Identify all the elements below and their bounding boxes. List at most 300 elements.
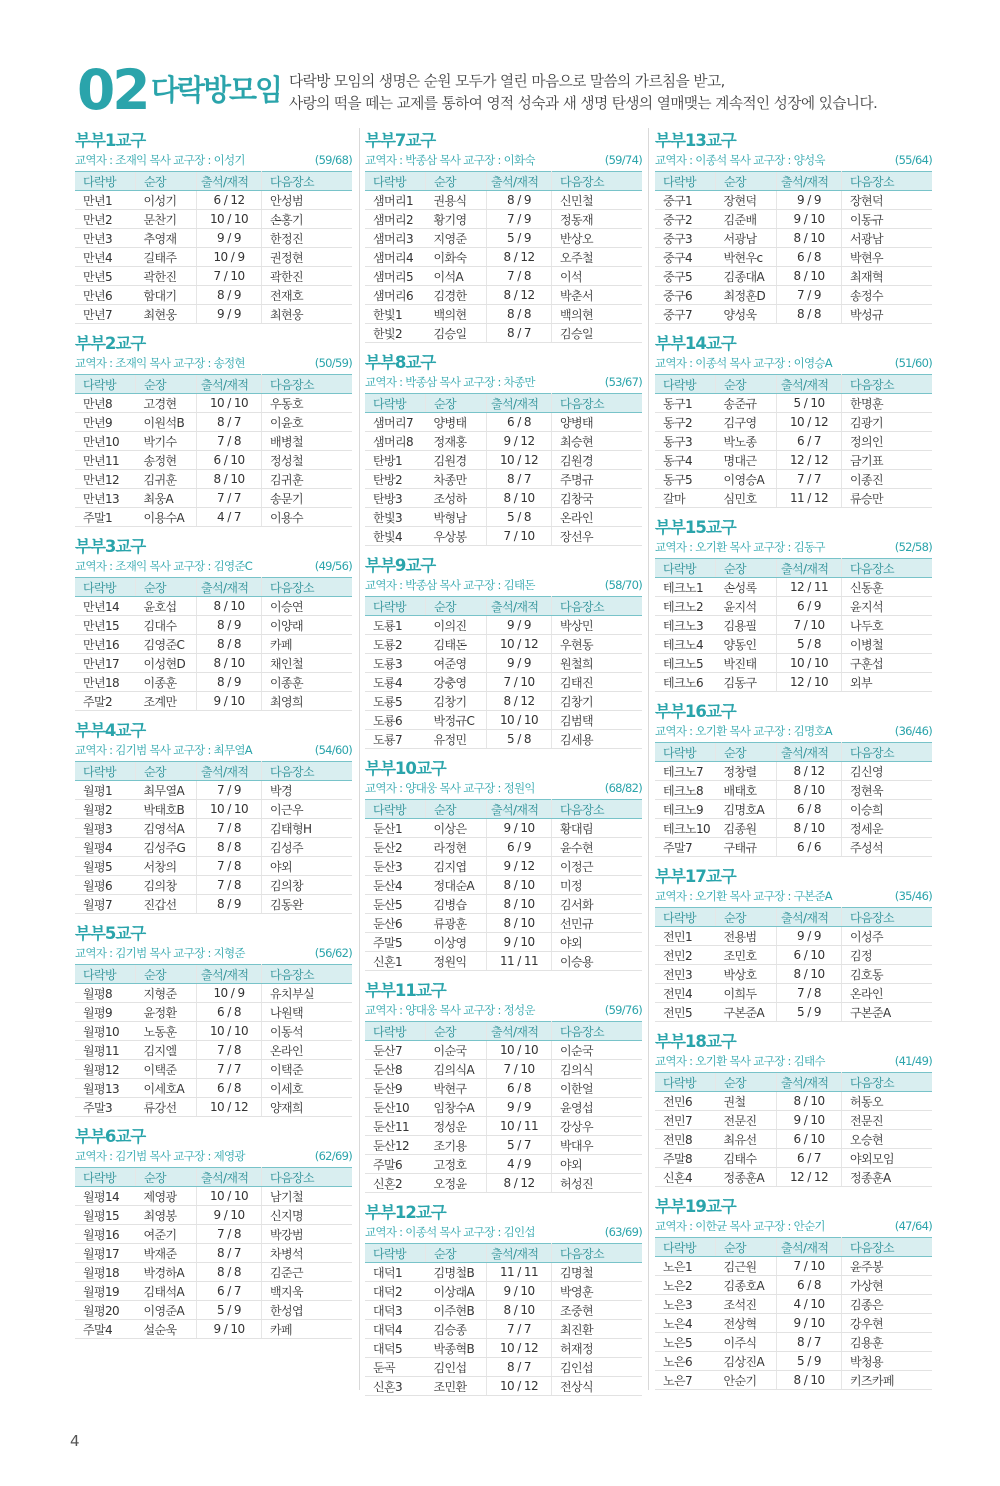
table-cell: 정성철	[262, 451, 353, 470]
table-cell: 김창기	[552, 692, 643, 711]
column-header: 다락방	[655, 743, 716, 762]
table-cell: 만년9	[75, 413, 136, 432]
table-cell: 6 / 9	[487, 838, 552, 857]
column-header: 출석/재적	[777, 908, 842, 927]
table-cell: 이성주	[842, 927, 933, 946]
table-row	[655, 1276, 932, 1295]
table-cell: 김호동	[842, 965, 933, 984]
table-cell: 도룡7	[365, 730, 426, 749]
table-row	[655, 305, 932, 324]
table-cell: 신지명	[262, 1206, 353, 1225]
table-cell: 이원석B	[136, 413, 197, 432]
table-cell: 9 / 9	[197, 305, 262, 324]
group-table	[365, 171, 642, 343]
table-row	[365, 1263, 642, 1282]
table-cell: 윤정환	[136, 1003, 197, 1022]
table-cell: 8 / 10	[197, 470, 262, 489]
table-cell: 김귀훈	[136, 470, 197, 489]
table-cell: 정창렬	[716, 762, 777, 781]
table-cell: 원철희	[552, 654, 643, 673]
group-table	[655, 171, 932, 324]
table-row	[365, 413, 642, 432]
table-cell: 김명철	[552, 1263, 643, 1282]
table-cell: 월평6	[75, 876, 136, 895]
table-cell: 주말6	[365, 1155, 426, 1174]
table-cell: 만년18	[75, 673, 136, 692]
table-header-row	[655, 559, 932, 578]
table-cell: 7 / 10	[487, 1060, 552, 1079]
table-cell: 월평9	[75, 1003, 136, 1022]
table-cell: 정성운	[426, 1117, 487, 1136]
table-cell: 카페	[262, 1320, 353, 1339]
table-cell: 김원경	[426, 451, 487, 470]
column-header: 출석/재적	[777, 172, 842, 191]
table-cell: 구본준A	[842, 1003, 933, 1022]
column-header: 다음장소	[842, 559, 933, 578]
table-row	[365, 616, 642, 635]
table-cell: 송정현	[136, 451, 197, 470]
table-cell: 김구영	[716, 413, 777, 432]
table-cell: 박태호B	[136, 800, 197, 819]
table-row	[75, 838, 352, 857]
table-cell: 윤지석	[842, 597, 933, 616]
parish-section	[75, 334, 352, 527]
column-header: 다락방	[655, 1073, 716, 1092]
column-header: 순장	[136, 375, 197, 394]
table-cell: 황기영	[426, 210, 487, 229]
table-cell: 8 / 9	[197, 895, 262, 914]
table-row	[655, 1314, 932, 1333]
table-row	[75, 229, 352, 248]
parish-staff	[365, 152, 642, 168]
table-cell: 조석진	[716, 1295, 777, 1314]
table-cell: 양재희	[262, 1098, 353, 1117]
description-line: 사랑의 떡을 떼는 교제를 통하여 영적 성숙과 새 생명 탄생의 열매맺는 계속적인 성장에 있습니다.	[289, 95, 878, 112]
table-cell: 백의현	[552, 305, 643, 324]
table-cell: 샘머리8	[365, 432, 426, 451]
table-cell: 테크노6	[655, 673, 716, 692]
table-cell: 이주식	[716, 1333, 777, 1352]
column-header: 다락방	[75, 172, 136, 191]
table-cell: 최정훈D	[716, 286, 777, 305]
table-cell: 한빛3	[365, 508, 426, 527]
table-cell: 이병철	[842, 635, 933, 654]
parish-title: 부부15교구	[655, 518, 736, 537]
column-header: 다락방	[365, 1244, 426, 1263]
table-cell: 전상혁	[716, 1314, 777, 1333]
table-cell: 조성하	[426, 489, 487, 508]
table-cell: 월평1	[75, 781, 136, 800]
table-cell: 김원경	[552, 451, 643, 470]
parish-section	[655, 518, 932, 692]
column-header: 순장	[136, 1168, 197, 1187]
table-cell: 도룡3	[365, 654, 426, 673]
table-row	[75, 1225, 352, 1244]
table-cell: 최승현	[552, 432, 643, 451]
table-cell: 5 / 10	[777, 394, 842, 413]
table-cell: 샘머리5	[365, 267, 426, 286]
table-cell: 6 / 8	[777, 800, 842, 819]
table-row	[365, 210, 642, 229]
table-row	[655, 965, 932, 984]
table-row	[655, 578, 932, 597]
table-row	[365, 1041, 642, 1060]
table-cell: 6 / 8	[777, 1276, 842, 1295]
table-cell: 주말7	[655, 838, 716, 857]
table-cell: 이상래A	[426, 1282, 487, 1301]
table-cell: 11 / 12	[777, 489, 842, 508]
table-row	[655, 229, 932, 248]
group-table	[655, 1072, 932, 1187]
table-cell: 월평5	[75, 857, 136, 876]
table-cell: 샘머리7	[365, 413, 426, 432]
group-table	[365, 1243, 642, 1396]
table-cell: 윤주봉	[842, 1257, 933, 1276]
table-cell: 샘머리3	[365, 229, 426, 248]
table-cell: 박현우c	[716, 248, 777, 267]
group-table	[365, 799, 642, 971]
table-row	[365, 527, 642, 546]
column-header: 출석/재적	[197, 375, 262, 394]
parish-title: 부부7교구	[365, 131, 436, 150]
table-cell: 윤영섭	[552, 1098, 643, 1117]
table-cell: 조기용	[426, 1136, 487, 1155]
table-cell: 둔산11	[365, 1117, 426, 1136]
table-cell: 이근우	[262, 800, 353, 819]
table-cell: 이상은	[426, 819, 487, 838]
table-cell: 김영준C	[136, 635, 197, 654]
table-cell: 만년11	[75, 451, 136, 470]
table-row	[655, 597, 932, 616]
table-cell: 8 / 8	[777, 305, 842, 324]
column-header: 다음장소	[842, 375, 933, 394]
table-cell: 전민2	[655, 946, 716, 965]
table-row	[75, 1301, 352, 1320]
table-cell: 만년12	[75, 470, 136, 489]
table-cell: 6 / 10	[777, 946, 842, 965]
parish-staff	[75, 945, 352, 961]
table-row	[655, 635, 932, 654]
table-cell: 주성석	[842, 838, 933, 857]
table-cell: 전민6	[655, 1092, 716, 1111]
table-row	[365, 286, 642, 305]
table-row	[365, 191, 642, 210]
table-cell: 김범택	[552, 711, 643, 730]
table-cell: 한빛2	[365, 324, 426, 343]
table-cell: 9 / 10	[487, 933, 552, 952]
table-cell: 둔산1	[365, 819, 426, 838]
table-cell: 장현덕	[716, 191, 777, 210]
parish-title: 부부9교구	[365, 556, 436, 575]
table-row	[365, 267, 642, 286]
table-cell: 박진태	[716, 654, 777, 673]
column-header: 순장	[426, 1022, 487, 1041]
column-header: 다락방	[365, 597, 426, 616]
staff-info: 교역자 : 오기환 목사 교구장 : 김명호A	[655, 724, 832, 738]
table-cell: 김성주G	[136, 838, 197, 857]
table-row	[75, 857, 352, 876]
table-cell: 전재호	[262, 286, 353, 305]
staff-info: 교역자 : 이종석 목사 교구장 : 이영승A	[655, 356, 832, 370]
table-cell: 10 / 10	[197, 1022, 262, 1041]
table-cell: 노은3	[655, 1295, 716, 1314]
table-cell: 허성진	[552, 1174, 643, 1193]
table-cell: 김태돈	[426, 635, 487, 654]
table-cell: 최재혁	[842, 267, 933, 286]
table-cell: 양병태	[552, 413, 643, 432]
table-cell: 8 / 10	[487, 914, 552, 933]
table-cell: 황대림	[552, 819, 643, 838]
table-cell: 이용수	[262, 508, 353, 527]
table-cell: 이한얼	[552, 1079, 643, 1098]
table-cell: 7 / 8	[197, 876, 262, 895]
table-row	[75, 1060, 352, 1079]
table-row	[365, 838, 642, 857]
column-header: 출석/재적	[487, 394, 552, 413]
table-cell: 추영재	[136, 229, 197, 248]
table-row	[365, 324, 642, 343]
table-cell: 나두호	[842, 616, 933, 635]
table-row	[655, 1352, 932, 1371]
table-cell: 10 / 12	[487, 1377, 552, 1396]
table-cell: 함대기	[136, 286, 197, 305]
table-cell: 노은2	[655, 1276, 716, 1295]
staff-info: 교역자 : 오기환 목사 교구장 : 김동구	[655, 540, 825, 554]
table-cell: 대덕5	[365, 1339, 426, 1358]
column-header: 순장	[136, 965, 197, 984]
table-cell: 미정	[552, 876, 643, 895]
table-cell: 둔산3	[365, 857, 426, 876]
parish-title: 부부13교구	[655, 131, 736, 150]
table-cell: 김의창	[262, 876, 353, 895]
table-cell: 8 / 12	[487, 692, 552, 711]
table-row	[75, 876, 352, 895]
table-cell: 만년17	[75, 654, 136, 673]
table-cell: 박현구	[426, 1079, 487, 1098]
column-header: 다음장소	[842, 1238, 933, 1257]
table-cell: 채인철	[262, 654, 353, 673]
table-cell: 백의현	[426, 305, 487, 324]
table-row	[655, 1295, 932, 1314]
table-cell: 둔곡	[365, 1358, 426, 1377]
parish-title: 부부16교구	[655, 702, 736, 721]
column-header: 다락방	[655, 375, 716, 394]
table-cell: 월평20	[75, 1301, 136, 1320]
table-cell: 온라인	[262, 1041, 353, 1060]
parish-section	[655, 1197, 932, 1390]
parish-staff	[655, 888, 932, 904]
parish-title: 부부10교구	[365, 759, 446, 778]
table-cell: 박강범	[262, 1225, 353, 1244]
table-cell: 테크노5	[655, 654, 716, 673]
table-cell: 허동오	[842, 1092, 933, 1111]
table-cell: 월평19	[75, 1282, 136, 1301]
staff-info: 교역자 : 박종삼 목사 교구장 : 차종만	[365, 375, 535, 389]
column-header: 출석/재적	[197, 965, 262, 984]
column-header: 출석/재적	[487, 172, 552, 191]
table-cell: 강상우	[552, 1117, 643, 1136]
table-cell: 중구5	[655, 267, 716, 286]
parish-section	[75, 924, 352, 1117]
table-row	[655, 1257, 932, 1276]
table-cell: 7 / 8	[487, 267, 552, 286]
table-cell: 오정윤	[426, 1174, 487, 1193]
table-header-row	[75, 375, 352, 394]
table-cell: 김태수	[716, 1149, 777, 1168]
table-cell: 노은7	[655, 1371, 716, 1390]
table-cell: 8 / 10	[777, 965, 842, 984]
table-cell: 8 / 12	[777, 762, 842, 781]
table-cell: 전용범	[716, 927, 777, 946]
table-cell: 동구3	[655, 432, 716, 451]
column-header: 다락방	[655, 559, 716, 578]
parish-staff	[75, 355, 352, 371]
column-header: 순장	[426, 394, 487, 413]
table-cell: 8 / 10	[777, 1371, 842, 1390]
table-cell: 중구1	[655, 191, 716, 210]
table-cell: 6 / 8	[197, 1079, 262, 1098]
parish-staff	[655, 723, 932, 739]
table-row	[655, 451, 932, 470]
table-cell: 김태석A	[136, 1282, 197, 1301]
column-2	[365, 131, 642, 1406]
column-header: 출석/재적	[197, 578, 262, 597]
column-header: 순장	[426, 1244, 487, 1263]
column-header: 다음장소	[262, 965, 353, 984]
table-cell: 노은4	[655, 1314, 716, 1333]
table-cell: 고경현	[136, 394, 197, 413]
table-cell: 10 / 9	[197, 984, 262, 1003]
table-cell: 강우현	[842, 1314, 933, 1333]
table-cell: 김준근	[262, 1263, 353, 1282]
column-3	[655, 131, 932, 1400]
table-row	[655, 819, 932, 838]
table-cell: 도룡5	[365, 692, 426, 711]
table-cell: 6 / 9	[777, 597, 842, 616]
table-header-row	[655, 743, 932, 762]
table-cell: 김태형H	[262, 819, 353, 838]
column-header: 다락방	[365, 172, 426, 191]
table-cell: 주말5	[365, 933, 426, 952]
table-cell: 송정수	[842, 286, 933, 305]
column-header: 다음장소	[262, 578, 353, 597]
table-row	[655, 470, 932, 489]
table-cell: 이영준A	[136, 1301, 197, 1320]
table-row	[75, 1263, 352, 1282]
table-cell: 7 / 8	[197, 819, 262, 838]
column-header: 다음장소	[842, 908, 933, 927]
table-cell: 신혼1	[365, 952, 426, 971]
attendance-total: (59/74)	[604, 153, 642, 167]
table-row	[365, 1339, 642, 1358]
table-row	[365, 895, 642, 914]
table-cell: 9 / 10	[487, 1282, 552, 1301]
group-table	[75, 1167, 352, 1339]
table-cell: 장현덕	[842, 191, 933, 210]
group-table	[75, 761, 352, 914]
table-cell: 최무열A	[136, 781, 197, 800]
column-header: 순장	[716, 375, 777, 394]
table-cell: 정원익	[426, 952, 487, 971]
table-cell: 8 / 10	[487, 489, 552, 508]
table-cell: 선민규	[552, 914, 643, 933]
staff-info: 교역자 : 오기환 목사 교구장 : 김태수	[655, 1054, 825, 1068]
table-cell: 둔산7	[365, 1041, 426, 1060]
table-row	[365, 248, 642, 267]
table-cell: 동구1	[655, 394, 716, 413]
table-cell: 한정진	[262, 229, 353, 248]
table-cell: 샘머리6	[365, 286, 426, 305]
table-cell: 한빛4	[365, 527, 426, 546]
table-cell: 신민철	[552, 191, 643, 210]
parish-section	[655, 1032, 932, 1187]
table-cell: 8 / 7	[487, 324, 552, 343]
table-cell: 조민환	[426, 1377, 487, 1396]
column-header: 출석/재적	[197, 1168, 262, 1187]
table-cell: 월평14	[75, 1187, 136, 1206]
table-cell: 이세호	[262, 1079, 353, 1098]
group-table	[75, 577, 352, 711]
table-row	[655, 1003, 932, 1022]
table-cell: 이성현D	[136, 654, 197, 673]
parish-section	[655, 867, 932, 1022]
table-row	[655, 1111, 932, 1130]
table-cell: 둔산2	[365, 838, 426, 857]
table-cell: 전민4	[655, 984, 716, 1003]
table-cell: 온라인	[552, 508, 643, 527]
parish-staff	[655, 539, 932, 555]
table-row	[365, 952, 642, 971]
column-header: 순장	[426, 172, 487, 191]
table-cell: 9 / 9	[487, 654, 552, 673]
table-cell: 중구4	[655, 248, 716, 267]
table-cell: 10 / 10	[487, 1041, 552, 1060]
table-cell: 8 / 10	[777, 781, 842, 800]
staff-info: 교역자 : 박종삼 목사 교구장 : 이화숙	[365, 153, 535, 167]
attendance-total: (52/58)	[894, 540, 932, 554]
table-cell: 장선우	[552, 527, 643, 546]
parish-section	[655, 131, 932, 324]
table-cell: 박기수	[136, 432, 197, 451]
table-cell: 김명철B	[426, 1263, 487, 1282]
table-cell: 둔산5	[365, 895, 426, 914]
table-cell: 김대수	[136, 616, 197, 635]
table-row	[75, 286, 352, 305]
table-cell: 11 / 11	[487, 1263, 552, 1282]
table-cell: 동구2	[655, 413, 716, 432]
table-cell: 노동훈	[136, 1022, 197, 1041]
table-cell: 주말1	[75, 508, 136, 527]
table-cell: 9 / 10	[777, 1314, 842, 1333]
table-cell: 권용식	[426, 191, 487, 210]
table-row	[365, 1377, 642, 1396]
table-cell: 5 / 8	[487, 730, 552, 749]
table-cell: 도룡1	[365, 616, 426, 635]
table-cell: 7 / 7	[487, 1320, 552, 1339]
column-header: 다락방	[365, 1022, 426, 1041]
table-cell: 6 / 12	[197, 191, 262, 210]
table-header-row	[75, 172, 352, 191]
table-cell: 중구2	[655, 210, 716, 229]
table-row	[75, 1003, 352, 1022]
table-cell: 8 / 12	[487, 248, 552, 267]
table-row	[365, 876, 642, 895]
staff-info: 교역자 : 양대웅 목사 교구장 : 정원익	[365, 781, 535, 795]
table-cell: 만년2	[75, 210, 136, 229]
table-cell: 배병철	[262, 432, 353, 451]
table-cell: 신혼2	[365, 1174, 426, 1193]
table-cell: 유치부실	[262, 984, 353, 1003]
